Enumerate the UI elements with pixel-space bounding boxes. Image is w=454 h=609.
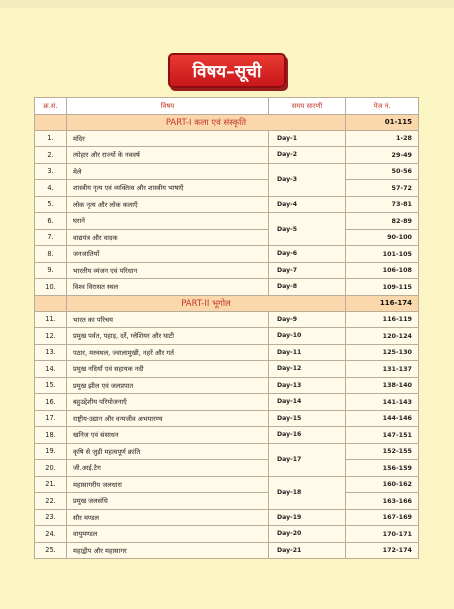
top-strip <box>0 0 454 8</box>
part-spacer <box>35 114 67 130</box>
row-number: 7. <box>35 229 67 246</box>
row-subject: महाद्वीप और महासागर <box>67 542 269 559</box>
part2-label: PART-II भूगोल <box>67 295 346 311</box>
table-row <box>35 427 419 444</box>
row-subject: खनिज एवं संसाधन <box>67 427 269 444</box>
row-day: Day-2 <box>269 147 346 164</box>
table-row <box>35 361 419 378</box>
row-number: 17. <box>35 410 67 427</box>
row-subject: वायुमण्डल <box>67 526 269 543</box>
row-day: Day-9 <box>269 311 346 328</box>
row-subject: शास्त्रीय नृत्य एवं व्यक्तित्व और शास्त्रीय भाषाएँ <box>67 180 269 197</box>
row-day: Day-1 <box>269 130 346 147</box>
row-pages: 57-72 <box>346 180 419 197</box>
table-row <box>35 147 419 164</box>
row-pages: 116-119 <box>346 311 419 328</box>
row-subject: भारतीय व्यंजन एवं परिधान <box>67 262 269 279</box>
row-number: 25. <box>35 542 67 559</box>
row-number: 23. <box>35 509 67 526</box>
row-day: Day-15 <box>269 410 346 427</box>
row-subject: लोक नृत्य और लोक कलाएँ <box>67 196 269 213</box>
table-row <box>35 246 419 263</box>
row-subject: महासागरीय जलधारा <box>67 476 269 493</box>
row-subject: राष्ट्रीय-उद्यान और वन्यजीव अभयारण्य <box>67 410 269 427</box>
row-number: 19. <box>35 443 67 460</box>
table-row <box>35 476 419 493</box>
row-day: Day-17 <box>269 443 346 476</box>
table-row <box>35 377 419 394</box>
page-title: विषय–सूची <box>168 53 286 88</box>
row-number: 2. <box>35 147 67 164</box>
row-number: 8. <box>35 246 67 263</box>
row-number: 5. <box>35 196 67 213</box>
row-subject: विश्व विरासत स्थल <box>67 279 269 296</box>
row-day: Day-10 <box>269 328 346 345</box>
row-number: 10. <box>35 279 67 296</box>
header-schedule: समय सारणी <box>269 98 346 115</box>
row-pages: 163-166 <box>346 493 419 510</box>
part2-row <box>35 295 419 311</box>
row-pages: 160-162 <box>346 476 419 493</box>
row-number: 11. <box>35 311 67 328</box>
row-number: 22. <box>35 493 67 510</box>
part-spacer <box>35 295 67 311</box>
row-day: Day-20 <box>269 526 346 543</box>
table-row <box>35 180 419 197</box>
part1-pages: 01-115 <box>346 114 419 130</box>
row-day: Day-18 <box>269 476 346 509</box>
table-row <box>35 493 419 510</box>
table-row <box>35 410 419 427</box>
row-subject: कृषि से जुड़ी महत्वपूर्ण क्रांति <box>67 443 269 460</box>
row-pages: 147-151 <box>346 427 419 444</box>
row-pages: 1-28 <box>346 130 419 147</box>
row-subject: प्रमुख पर्वत, पहाड़, दर्रे, ग्लेशियर और घाटी <box>67 328 269 345</box>
row-day: Day-12 <box>269 361 346 378</box>
row-number: 12. <box>35 328 67 345</box>
row-day: Day-3 <box>269 163 346 196</box>
row-number: 9. <box>35 262 67 279</box>
table-row <box>35 262 419 279</box>
row-subject: मंदिर <box>67 130 269 147</box>
table-row <box>35 279 419 296</box>
row-pages: 156-159 <box>346 460 419 477</box>
row-pages: 73-81 <box>346 196 419 213</box>
row-number: 13. <box>35 344 67 361</box>
row-subject: सौर मण्डल <box>67 509 269 526</box>
table-row <box>35 509 419 526</box>
header-sn: क्र.सं. <box>35 98 67 115</box>
row-number: 20. <box>35 460 67 477</box>
row-pages: 50-56 <box>346 163 419 180</box>
row-subject: पठार, मरुस्थल, ज्वालामुखी, नहरें और गर्त <box>67 344 269 361</box>
row-number: 6. <box>35 213 67 230</box>
row-pages: 138-140 <box>346 377 419 394</box>
table-row <box>35 130 419 147</box>
part1-label: PART-I कला एवं संस्कृति <box>67 114 346 130</box>
row-day: Day-21 <box>269 542 346 559</box>
row-day: Day-4 <box>269 196 346 213</box>
row-number: 21. <box>35 476 67 493</box>
row-subject: प्रमुख जलसंधि <box>67 493 269 510</box>
row-number: 24. <box>35 526 67 543</box>
table-row <box>35 328 419 345</box>
row-subject: त्योहार और राज्यों के नववर्ष <box>67 147 269 164</box>
table-row <box>35 460 419 477</box>
row-subject: भारत का परिचय <box>67 311 269 328</box>
row-number: 15. <box>35 377 67 394</box>
row-pages: 101-105 <box>346 246 419 263</box>
row-pages: 29-49 <box>346 147 419 164</box>
row-pages: 125-130 <box>346 344 419 361</box>
row-pages: 120-124 <box>346 328 419 345</box>
part1-row <box>35 114 419 130</box>
contents-table <box>34 97 419 559</box>
row-subject: बहुउद्देशीय परियोजनाएँ <box>67 394 269 411</box>
row-pages: 144-146 <box>346 410 419 427</box>
row-day: Day-6 <box>269 246 346 263</box>
table-row <box>35 163 419 180</box>
row-subject: जनजातियाँ <box>67 246 269 263</box>
row-day: Day-8 <box>269 279 346 296</box>
row-pages: 131-137 <box>346 361 419 378</box>
row-pages: 106-108 <box>346 262 419 279</box>
row-pages: 109-115 <box>346 279 419 296</box>
header-subject: विषय <box>67 98 269 115</box>
table-row <box>35 526 419 543</box>
table-row <box>35 213 419 230</box>
row-day: Day-16 <box>269 427 346 444</box>
row-day: Day-7 <box>269 262 346 279</box>
row-number: 18. <box>35 427 67 444</box>
part2-pages: 116-174 <box>346 295 419 311</box>
table-row <box>35 443 419 460</box>
row-pages: 167-169 <box>346 509 419 526</box>
row-subject: जी.आई.टैग <box>67 460 269 477</box>
row-subject: मेले <box>67 163 269 180</box>
row-day: Day-11 <box>269 344 346 361</box>
header-page: पेज नं. <box>346 98 419 115</box>
row-pages: 82-89 <box>346 213 419 230</box>
row-pages: 141-143 <box>346 394 419 411</box>
row-subject: वाद्ययंत्र और वादक <box>67 229 269 246</box>
table-row <box>35 344 419 361</box>
row-day: Day-14 <box>269 394 346 411</box>
table-row <box>35 311 419 328</box>
row-subject: प्रमुख झील एवं जलप्रपात <box>67 377 269 394</box>
row-pages: 152-155 <box>346 443 419 460</box>
table-row <box>35 229 419 246</box>
row-number: 14. <box>35 361 67 378</box>
row-day: Day-19 <box>269 509 346 526</box>
row-subject: प्रमुख नदियाँ एवं सहायक नदी <box>67 361 269 378</box>
row-day: Day-5 <box>269 213 346 246</box>
row-pages: 172-174 <box>346 542 419 559</box>
table-row <box>35 196 419 213</box>
row-number: 4. <box>35 180 67 197</box>
row-pages: 170-171 <box>346 526 419 543</box>
header-row <box>35 98 419 115</box>
table-row <box>35 394 419 411</box>
row-number: 3. <box>35 163 67 180</box>
row-day: Day-13 <box>269 377 346 394</box>
row-number: 16. <box>35 394 67 411</box>
row-pages: 90-100 <box>346 229 419 246</box>
row-number: 1. <box>35 130 67 147</box>
table-row <box>35 542 419 559</box>
row-subject: घराने <box>67 213 269 230</box>
